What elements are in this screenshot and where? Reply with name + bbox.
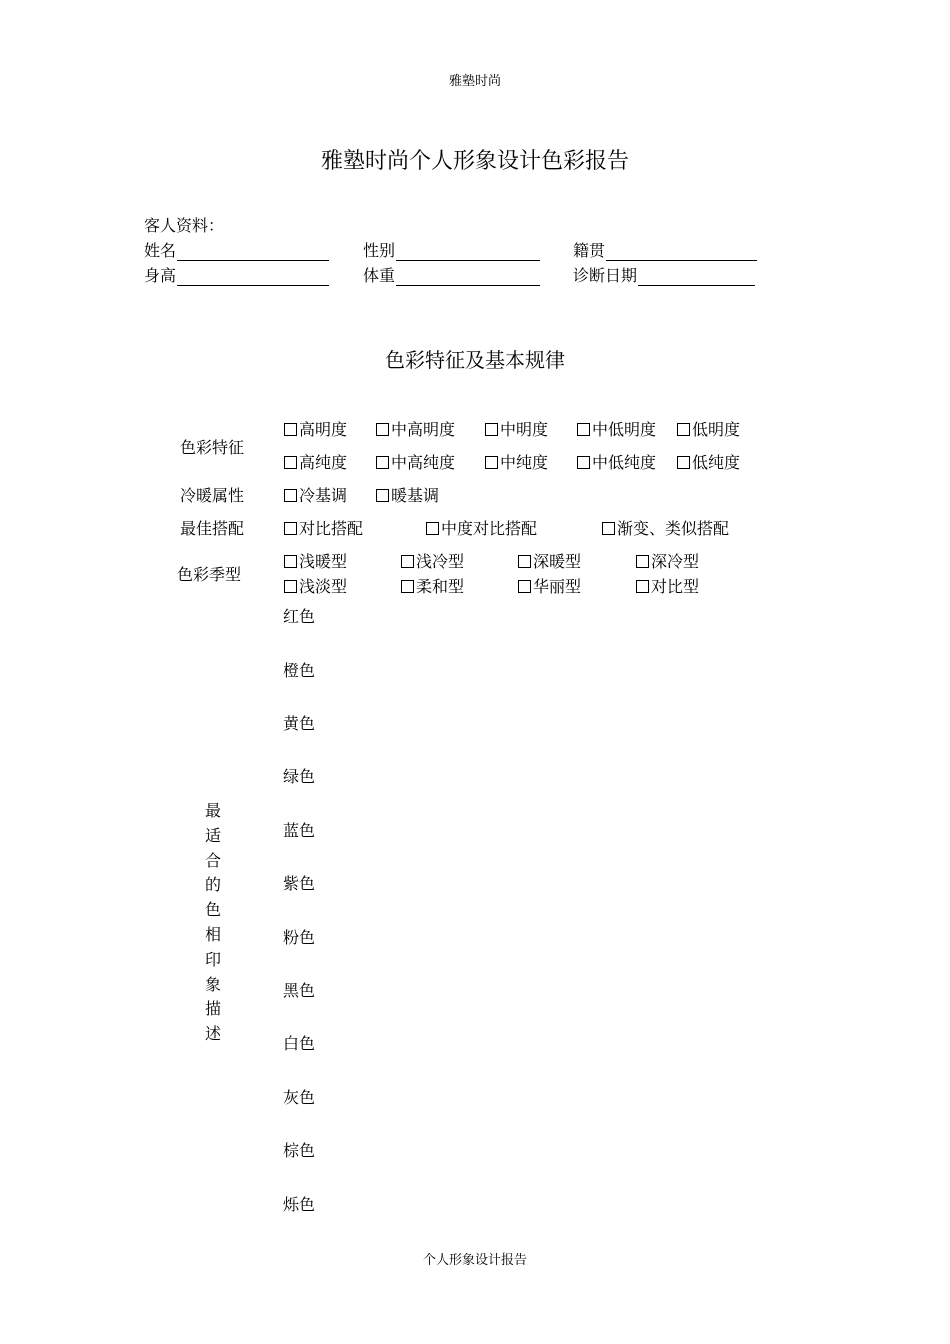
checkbox-icon[interactable] [284,456,297,469]
warm-cool-label: 冷暖属性 [180,486,245,505]
option-mid-high-purity[interactable]: 中高纯度 [376,453,455,473]
gender-input-line[interactable] [396,244,540,261]
height-field[interactable] [144,266,329,286]
hue-brown: 棕色 [283,1141,316,1160]
option-low-purity[interactable]: 低纯度 [677,453,740,473]
option-mid-purity[interactable]: 中纯度 [485,453,548,473]
option-contrast-type[interactable]: 对比型 [636,577,699,597]
page-footer: 个人形象设计报告 [422,1253,527,1268]
checkbox-icon[interactable] [284,555,297,568]
option-mid-high-brightness[interactable]: 中高明度 [376,420,455,440]
option-warm-tone[interactable]: 暖基调 [376,486,439,506]
option-mid-low-brightness[interactable]: 中低明度 [577,420,656,440]
gender-label: 性别 [363,241,396,260]
checkbox-icon[interactable] [284,522,297,535]
option-contrast-match[interactable]: 对比搭配 [284,519,363,539]
checkbox-icon[interactable] [577,423,590,436]
option-soft[interactable]: 柔和型 [401,577,464,597]
option-light-cool[interactable]: 浅冷型 [401,552,464,572]
option-mid-brightness[interactable]: 中明度 [485,420,548,440]
option-high-brightness[interactable]: 高明度 [284,420,347,440]
hue-shimmer: 烁色 [283,1195,316,1214]
checkbox-icon[interactable] [485,423,498,436]
gender-field[interactable] [363,241,540,261]
height-input-line[interactable] [177,269,329,286]
option-deep-cool[interactable]: 深冷型 [636,552,699,572]
hue-green: 绿色 [283,767,316,786]
option-deep-warm[interactable]: 深暖型 [518,552,581,572]
hue-red: 红色 [283,607,316,626]
report-title: 雅塾时尚个人形象设计色彩报告 [320,149,629,174]
origin-input-line[interactable] [606,244,757,261]
checkbox-icon[interactable] [518,555,531,568]
best-match-label: 最佳搭配 [180,519,245,538]
checkbox-icon[interactable] [577,456,590,469]
checkbox-icon[interactable] [485,456,498,469]
checkbox-icon[interactable] [401,580,414,593]
hue-pink: 粉色 [283,928,316,947]
checkbox-icon[interactable] [284,423,297,436]
checkbox-icon[interactable] [677,456,690,469]
option-moderate-contrast-match[interactable]: 中度对比搭配 [426,519,537,539]
date-input-line[interactable] [638,269,755,286]
option-high-purity[interactable]: 高纯度 [284,453,347,473]
date-field[interactable] [573,266,755,286]
checkbox-icon[interactable] [376,456,389,469]
origin-label: 籍贯 [573,241,606,260]
checkbox-icon[interactable] [677,423,690,436]
color-features-label: 色彩特征 [180,438,245,457]
weight-field[interactable] [363,266,540,286]
hue-yellow: 黄色 [283,714,316,733]
hue-black: 黑色 [283,981,316,1000]
hue-gray: 灰色 [283,1088,316,1107]
name-input-line[interactable] [177,244,329,261]
weight-input-line[interactable] [396,269,540,286]
season-type-label: 色彩季型 [177,565,242,584]
weight-label: 体重 [363,266,396,285]
height-label: 身高 [144,266,177,285]
checkbox-icon[interactable] [518,580,531,593]
checkbox-icon[interactable] [636,555,649,568]
option-gorgeous[interactable]: 华丽型 [518,577,581,597]
checkbox-icon[interactable] [284,489,297,502]
hue-orange: 橙色 [283,661,316,680]
option-cool-tone[interactable]: 冷基调 [284,486,347,506]
hue-purple: 紫色 [283,874,316,893]
origin-field[interactable] [573,241,757,261]
option-pale[interactable]: 浅淡型 [284,577,347,597]
option-light-warm[interactable]: 浅暖型 [284,552,347,572]
hue-section-label: 最适合的色相印象描述 [204,801,221,1044]
client-info-heading: 客人资料： [144,216,225,235]
page-header: 雅塾时尚 [448,74,501,89]
section-title: 色彩特征及基本规律 [385,348,565,372]
option-mid-low-purity[interactable]: 中低纯度 [577,453,656,473]
checkbox-icon[interactable] [401,555,414,568]
checkbox-icon[interactable] [636,580,649,593]
hue-blue: 蓝色 [283,821,316,840]
checkbox-icon[interactable] [602,522,615,535]
checkbox-icon[interactable] [376,489,389,502]
option-low-brightness[interactable]: 低明度 [677,420,740,440]
name-label: 姓名 [144,241,177,260]
name-field[interactable] [144,241,329,261]
hue-white: 白色 [283,1034,316,1053]
checkbox-icon[interactable] [426,522,439,535]
checkbox-icon[interactable] [376,423,389,436]
option-gradient-similar-match[interactable]: 渐变、类似搭配 [602,519,729,539]
checkbox-icon[interactable] [284,580,297,593]
date-label: 诊断日期 [573,266,638,285]
